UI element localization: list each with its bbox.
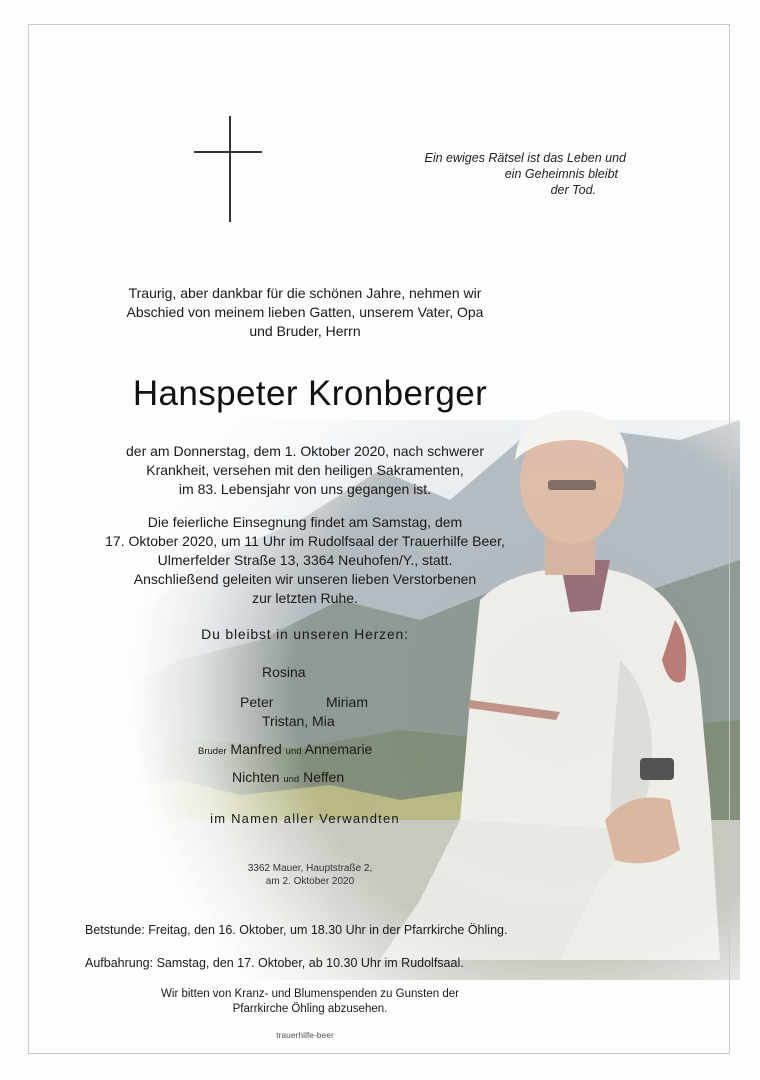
service-line: 17. Oktober 2020, um 11 Uhr im Rudolfsaal der Trauerhilfe Beer, — [105, 533, 505, 549]
service-line: Ulmerfelder Straße 13, 3364 Neuhofen/Y., statt. — [157, 552, 453, 568]
death-line: der am Donnerstag, dem 1. Oktober 2020, nach schwerer — [126, 443, 484, 459]
laying-out: Aufbahrung: Samstag, den 17. Oktober, ab 10.30 Uhr im Rudolfsaal. — [85, 956, 464, 970]
family-grandchildren: Tristan, Mia — [262, 713, 335, 729]
family-nieces-row — [232, 769, 344, 785]
donation-line: Wir bitten von Kranz- und Blumenspenden zu Gunsten der — [161, 988, 459, 1000]
quote-line: ein Geheimnis bleibt — [504, 167, 618, 181]
brother-prefix: Bruder — [198, 746, 227, 757]
family-nieces: Nichten — [232, 769, 280, 785]
escort-line: Anschließend geleiten wir unseren lieben Verstorbenen — [133, 571, 477, 587]
death-notice — [95, 442, 515, 499]
cross-icon — [229, 116, 231, 222]
death-line: Krankheit, versehen mit den heiligen Sakramenten, — [146, 462, 464, 478]
quote — [420, 150, 626, 198]
relatives-line: im Namen aller Verwandten — [210, 811, 400, 826]
place-line: 3362 Mauer, Hauptstraße 2, — [247, 863, 373, 874]
conjunction: und — [285, 746, 302, 757]
donation-line: Pfarrkirche Öhling abzusehen. — [232, 1003, 388, 1015]
intro-line: und Bruder, Herrn — [249, 323, 361, 339]
family-sister-in-law: Annemarie — [304, 741, 373, 757]
death-line: im 83. Lebensjahr von uns gegangen ist. — [178, 481, 432, 497]
intro-line: Traurig, aber dankbar für die schönen Jahre, nehmen wir — [128, 285, 482, 301]
intro-text — [95, 284, 515, 341]
conjunction: und — [283, 774, 300, 785]
deceased-name: Hanspeter Kronberger — [132, 374, 488, 413]
escort-line: zur letzten Ruhe. — [252, 590, 358, 606]
quote-line: Ein ewiges Rätsel ist das Leben und — [424, 151, 626, 165]
family-brother-row — [198, 741, 372, 757]
intro-line: Abschied von meinem lieben Gatten, unserem Vater, Opa — [126, 304, 484, 320]
footer-brand: trauerhilfe-beer — [276, 1030, 334, 1040]
family-brother: Manfred — [230, 741, 282, 757]
family-nephews: Neffen — [303, 769, 345, 785]
date-line: am 2. Oktober 2020 — [265, 876, 355, 887]
service-line: Die feierliche Einsegnung findet am Samstag, dem — [147, 514, 463, 530]
family-child: Peter — [240, 694, 274, 710]
heart-line: Du bleibst in unseren Herzen: — [201, 626, 409, 642]
service-notice — [85, 513, 525, 570]
escort-notice — [85, 570, 525, 608]
family-child: Miriam — [326, 694, 368, 710]
place-date — [180, 862, 440, 888]
quote-line: der Tod. — [550, 183, 596, 197]
cross-icon-bar — [194, 151, 262, 153]
family-spouse: Rosina — [262, 664, 306, 680]
donation-note — [120, 987, 500, 1017]
prayer-hour: Betstunde: Freitag, den 16. Oktober, um 18.30 Uhr in der Pfarrkirche Öhling. — [85, 923, 508, 937]
